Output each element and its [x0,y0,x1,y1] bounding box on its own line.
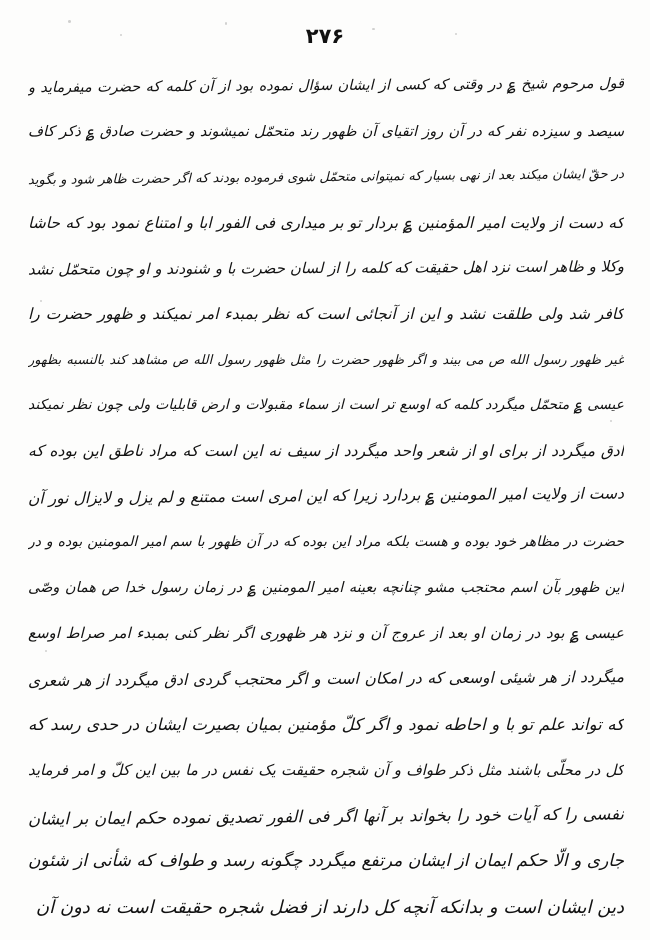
text-line: دست از ولایت امیر المومنین ؏ بردارد زیرا که این امری است ممتنع و لم یزل و لایزال نور آن [27,484,625,508]
paper-speckle [68,20,71,23]
text-line: غیر ظهور رسول الله ص می بیند و اگر ظهور حضرت را مثل ظهور رسول الله ص مشاهد کند بالنسبه بظهور [28,352,624,368]
page-number: ۲۷۶ [305,24,345,48]
text-line: ادق میگردد از برای او از شعر واحد میگردد از سیف نه این است که مراد ناطق این بوده که [28,441,624,460]
text-line: عیسی ؏ بود در زمان او بعد از عروج آن و نزد هر ظهوری اگر نظر کنی بمبدء امر صراط اوسع [28,624,624,643]
text-line: وکلا و ظاهر است نزد اهل حقیقت که کلمه را از لسان حضرت با و شنودند و او چون متحمّل نشد [27,257,625,279]
text-line: کافر شد ولی طلقت نشد و این از آنجائی است که نظر بمبدء امر نمیکند و ظهور حضرت را [28,304,624,323]
manuscript-body [28,64,624,930]
text-line: میگردد از هر شیئی اوسعی که در امکان است و اگر محتجب گردی ادق میگردد از هر شعری [27,667,625,690]
text-line: سیصد و سیزده نفر که در آن روز اتقیای آن ظهور رند متحمّل نمیشوند و حضرت صادق ؏ ذکر کاف [28,123,624,140]
text-line: قول مرحوم شیخ ؏ در وقتی که کسی از ایشان سؤال نموده بود از آن کلمه که حضرت میفرماید و [27,75,625,97]
text-line: دین ایشان است و بدانکه آنچه کل دارند از فضل شجره حقیقت است نه دون آن [35,896,624,918]
text-line: در حقّ ایشان میکند بعد از نهی بسیار که نمیتوانی متحمّل شوی فرموده بودند که اگر حضرت ظاهر شود و بگوید [27,167,625,189]
text-line: عیسی ؏ متحمّل میگردد کلمه که اوسع تر است از سماء مقبولات و ارض قابلیات ولی چون نظر نمیکند [28,397,624,414]
text-line: حضرت در مظاهر خود بوده و هست بلکه مراد این بوده که در آن ظهور با سم امیر المومنین بوده و در [28,533,624,550]
text-line: کل در محلّی باشند مثل ذکر طواف و آن شجره حقیقت یک نفس در ما بین این کلّ و امر فرماید [28,760,624,779]
text-line: که دست از ولایت امیر المؤمنین ؏ بردار تو بر میداری فی الفور ابا و امتناع نمود بود که حاشا [28,213,624,232]
text-line: جاری و الّا حکم ایمان از ایشان مرتفع میگردد چگونه رسد و طواف که شأنی از شئون [28,851,624,872]
text-line: نفسی را که آیات خود را بخواند بر آنها اگر فی الفور تصدیق نموده حکم ایمان بر ایشان [27,803,625,829]
text-line: که تواند علم تو با و احاطه نمود و اگر کلّ مؤمنین بمیان بصیرت ایشان در حدی رسد که [28,715,624,735]
text-line: این ظهور بآن اسم محتجب مشو چنانچه بعینه امیر المومنین ؏ در زمان رسول خدا ص همان وصّی [28,579,624,596]
